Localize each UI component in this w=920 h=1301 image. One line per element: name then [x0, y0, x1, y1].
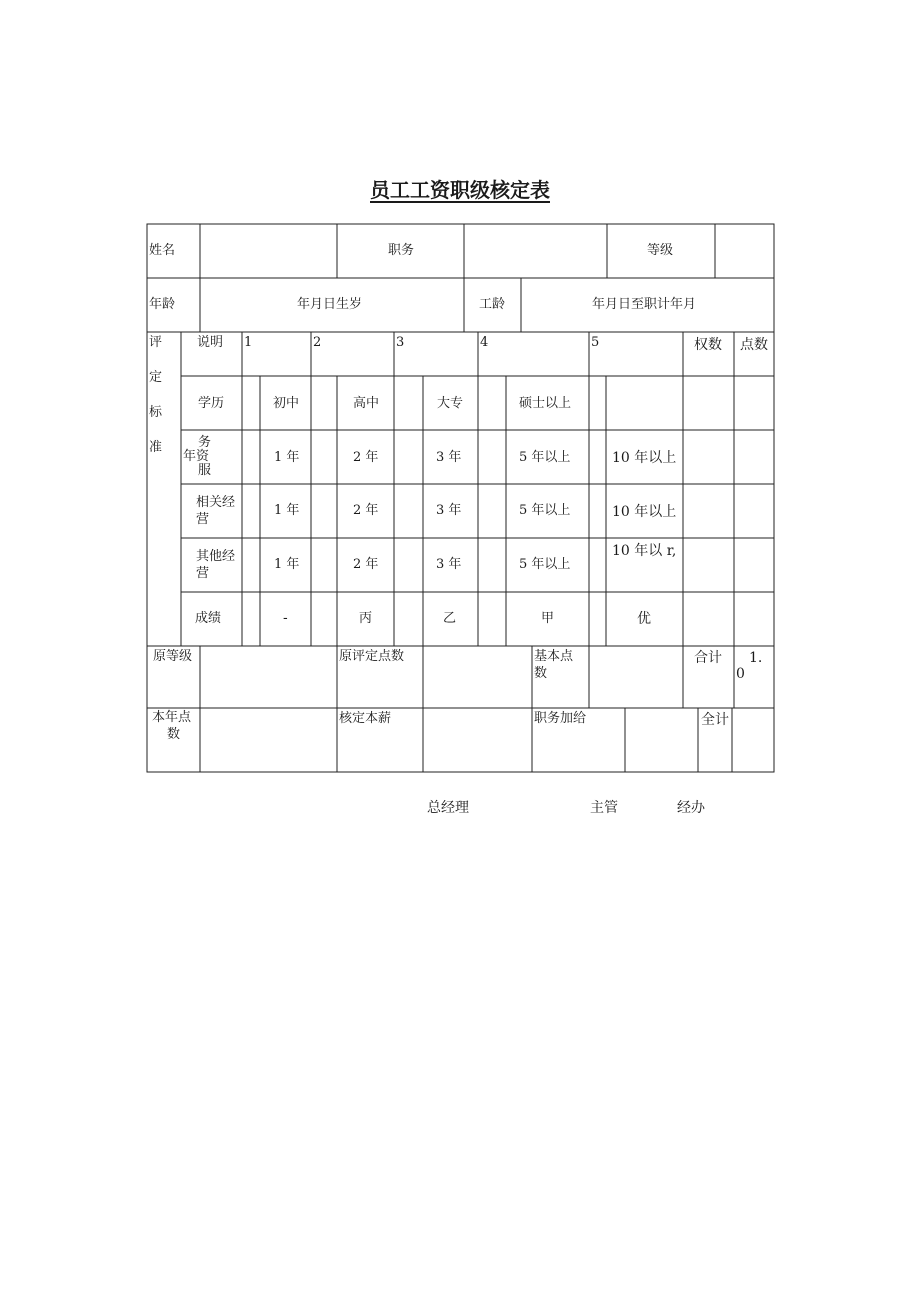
level-1-label: 1 — [244, 335, 253, 350]
general-manager-signature: 总经理 — [427, 800, 469, 816]
level-3-label: 3 — [396, 335, 405, 350]
performance-level-2: 丙 — [359, 611, 373, 626]
level-2-label: 2 — [313, 335, 322, 350]
other-exp-level-2: 2 年 — [353, 557, 379, 572]
base-points-label-line-2: 数 — [534, 666, 548, 681]
handler-signature: 经办 — [677, 800, 705, 816]
related-exp-label-line-2: 营 — [196, 512, 210, 527]
level-5-label: 5 — [591, 335, 600, 350]
service-level-2: 2 年 — [353, 450, 379, 465]
performance-level-1: - — [283, 611, 288, 626]
other-exp-label-line-1: 其他经 — [196, 549, 236, 564]
name-label: 姓名 — [149, 243, 176, 258]
total-value-line-1: 1. — [749, 650, 763, 666]
education-level-4: 硕士以上 — [519, 396, 572, 411]
grade-label: 等级 — [647, 243, 674, 258]
other-exp-level-3: 3 年 — [436, 557, 462, 572]
base-points-label-line-1: 基本点 — [534, 649, 574, 664]
name-field[interactable] — [200, 224, 337, 278]
service-level-3: 3 年 — [436, 450, 462, 465]
service-label-line-3: 服 — [198, 463, 212, 478]
other-exp-level-1: 1 年 — [274, 557, 300, 572]
service-label-line-2: 年资 — [183, 449, 210, 464]
level-4-label: 4 — [480, 335, 489, 350]
related-exp-level-2: 2 年 — [353, 503, 379, 518]
original-points-label: 原评定点数 — [339, 649, 405, 664]
related-exp-level-5: 10 年以上 — [612, 504, 677, 520]
education-level-2: 高中 — [353, 396, 380, 411]
performance-level-5: 优 — [637, 611, 651, 627]
related-exp-level-1: 1 年 — [274, 503, 300, 518]
service-level-4: 5 年以上 — [519, 450, 571, 465]
weight-label: 权数 — [694, 337, 722, 353]
grade-field[interactable] — [715, 224, 774, 278]
education-level-3: 大专 — [437, 396, 464, 411]
position-label: 职务 — [388, 243, 415, 258]
criteria-side-label-2: 定 — [149, 370, 163, 385]
seniority-label: 工龄 — [479, 297, 506, 312]
position-allowance-label: 职务加给 — [534, 711, 587, 726]
form-title: 员工工资职级核定表 — [370, 178, 550, 202]
related-exp-level-3: 3 年 — [436, 503, 462, 518]
points-label: 点数 — [740, 337, 768, 353]
service-label-line-1: 务 — [198, 435, 212, 450]
total-value-line-2: 0 — [736, 666, 745, 682]
other-exp-level-4: 5 年以上 — [519, 557, 571, 572]
performance-level-3: 乙 — [443, 611, 457, 626]
supervisor-signature: 主管 — [590, 800, 618, 816]
performance-level-4: 甲 — [541, 611, 555, 626]
year-points-label-line-1: 本年点 — [152, 710, 192, 725]
total-label: 合计 — [694, 650, 722, 666]
description-label: 说明 — [197, 335, 224, 350]
criteria-side-label-3: 标 — [149, 405, 163, 420]
criteria-side-label-4: 准 — [149, 440, 163, 455]
other-exp-label-line-2: 营 — [196, 566, 210, 581]
education-level-1: 初中 — [273, 396, 300, 411]
performance-label: 成绩 — [195, 611, 222, 626]
service-level-5: 10 年以上 — [612, 450, 677, 466]
grand-total-label: 全计 — [701, 712, 729, 728]
education-label: 学历 — [198, 396, 225, 411]
related-exp-label-line-1: 相关经 — [196, 495, 236, 510]
year-points-label-line-2: 数 — [167, 727, 181, 742]
original-grade-label: 原等级 — [153, 649, 193, 664]
service-level-1: 1 年 — [274, 450, 300, 465]
age-label: 年龄 — [149, 297, 176, 312]
employment-period-field[interactable]: 年月日至职计年月 — [592, 297, 697, 312]
other-exp-level-5: 10 年以 r, — [612, 543, 677, 559]
birth-date-field[interactable]: 年月日生岁 — [297, 297, 363, 312]
criteria-side-label-1: 评 — [149, 335, 163, 350]
position-field[interactable] — [464, 224, 607, 278]
approved-salary-label: 核定本薪 — [339, 711, 392, 726]
related-exp-level-4: 5 年以上 — [519, 503, 571, 518]
